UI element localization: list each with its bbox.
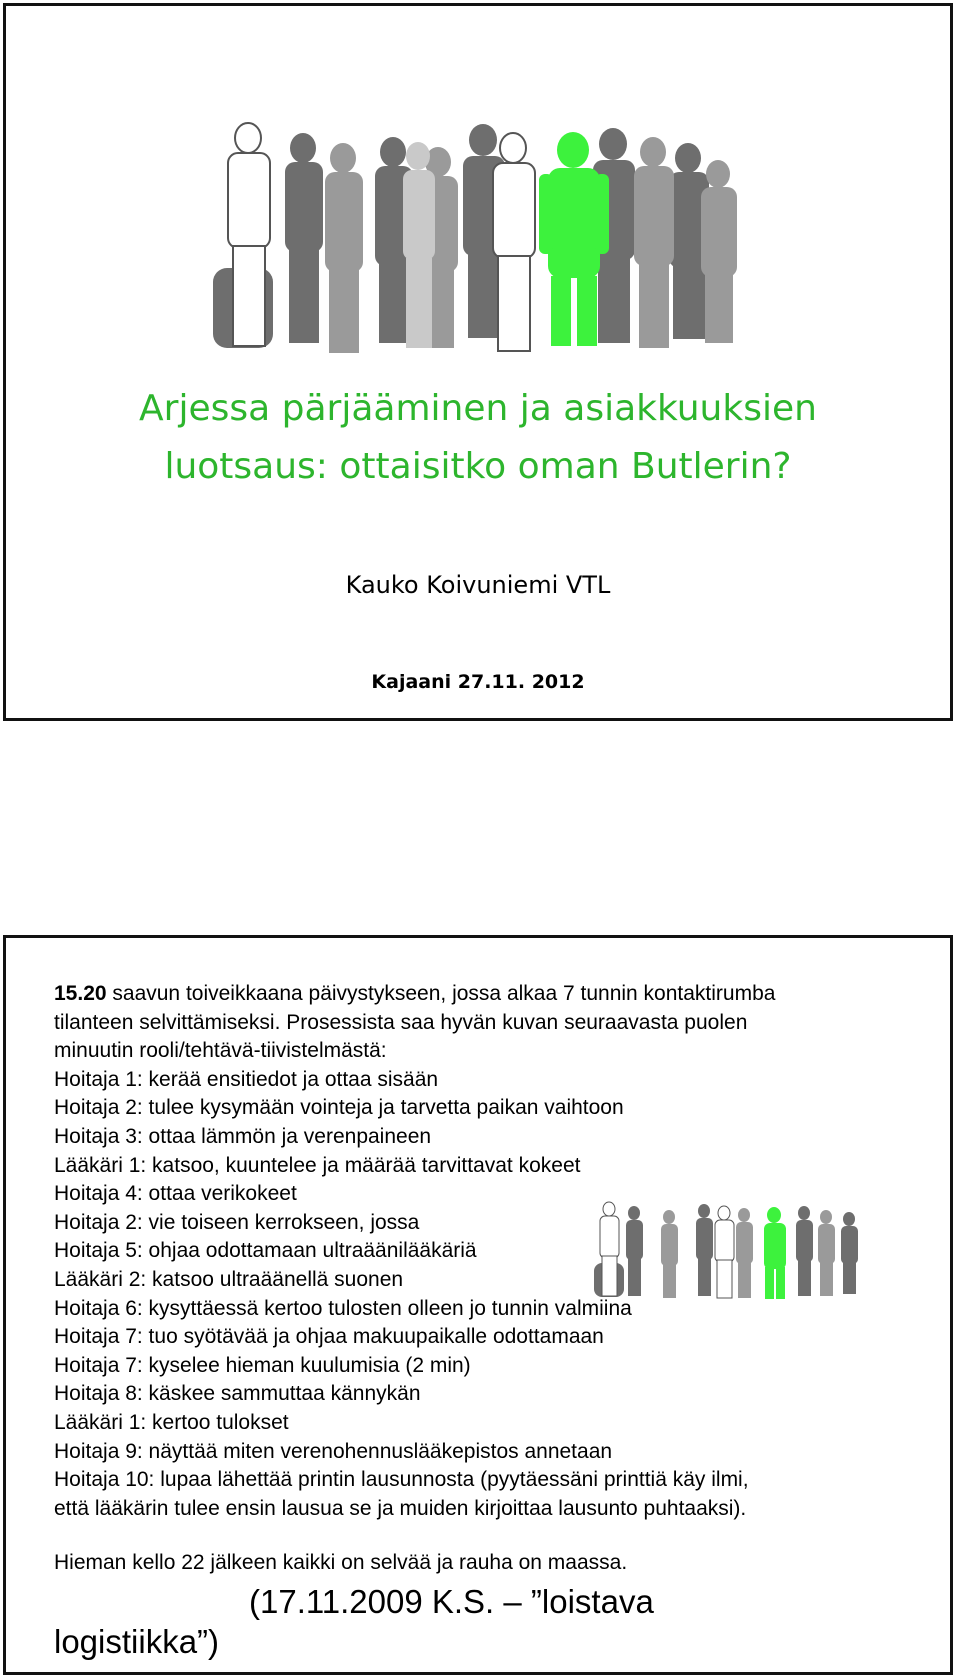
step-line: Hoitaja 6: kysyttäessä kertoo tulosten olleen jo tunnin valmiina xyxy=(54,1296,632,1320)
step-line: että lääkärin tulee ensin lausua se ja muiden kirjoittaa lausunto puhtaaksi). xyxy=(54,1496,747,1520)
step-line: Hoitaja 1: kerää ensitiedot ja ottaa sisään xyxy=(54,1067,439,1091)
quote-line-2: logistiikka”) xyxy=(54,1622,220,1660)
step-line: Hoitaja 8: käskee sammuttaa kännykän xyxy=(54,1382,421,1406)
step-line: Hoitaja 4: ottaa verikokeet xyxy=(54,1182,297,1206)
slide-title xyxy=(3,3,953,721)
slide-title-line2: luotsaus: ottaisitko oman Butlerin? xyxy=(164,446,792,487)
people-crowd-illustration xyxy=(213,118,753,358)
presentation-date: Kajaani 27.11. 2012 xyxy=(371,671,585,693)
intro-line-1 xyxy=(54,980,934,1009)
author: Kauko Koivuniemi VTL xyxy=(345,571,611,599)
intro-time: 15.20 xyxy=(54,982,107,1005)
slide-story xyxy=(3,935,953,1675)
intro-line-1-text: saavun toiveikkaana päivystykseen, jossa alkaa 7 tunnin kontaktirumba xyxy=(106,982,776,1005)
step-line: Hoitaja 3: ottaa lämmön ja verenpaineen xyxy=(54,1124,432,1148)
closing-line: Hieman kello 22 jälkeen kaikki on selvää ja rauha on maassa. xyxy=(54,1551,628,1575)
paragraph-gap xyxy=(54,1523,934,1549)
intro-line-2: tilanteen selvittämiseksi. Prosessista saa hyvän kuvan seuraavasta puolen xyxy=(54,1010,748,1034)
step-line: Hoitaja 7: kyselee hieman kuulumisia (2 min) xyxy=(54,1353,471,1377)
step-line: Hoitaja 9: näyttää miten verenohennuslääkepistos annetaan xyxy=(54,1439,613,1463)
step-line: Lääkäri 1: kertoo tulokset xyxy=(54,1410,289,1434)
quote-line-1: (17.11.2009 K.S. – ”loistava xyxy=(249,1582,654,1620)
step-line: Hoitaja 2: vie toiseen kerrokseen, jossa xyxy=(54,1210,420,1234)
step-line: Hoitaja 2: tulee kysymään vointeja ja tarvetta paikan vaihtoon xyxy=(54,1096,624,1120)
step-line: Hoitaja 5: ohjaa odottamaan ultraäänilääkäriä xyxy=(54,1239,477,1263)
step-line: Lääkäri 2: katsoo ultraäänellä suonen xyxy=(54,1267,404,1291)
slide-title-line1: Arjessa pärjääminen ja asiakkuuksien xyxy=(139,388,817,429)
step-line: Lääkäri 1: katsoo, kuuntelee ja määrää tarvittavat kokeet xyxy=(54,1153,581,1177)
story-text xyxy=(54,980,934,1662)
step-line: Hoitaja 7: tuo syötävää ja ohjaa makuupaikalle odottamaan xyxy=(54,1325,604,1349)
step-line: Hoitaja 10: lupaa lähettää printin lausunnosta (pyytäessäni printtiä käy ilmi, xyxy=(54,1468,749,1492)
intro-line-3: minuutin rooli/tehtävä-tiivistelmästä: xyxy=(54,1039,387,1063)
